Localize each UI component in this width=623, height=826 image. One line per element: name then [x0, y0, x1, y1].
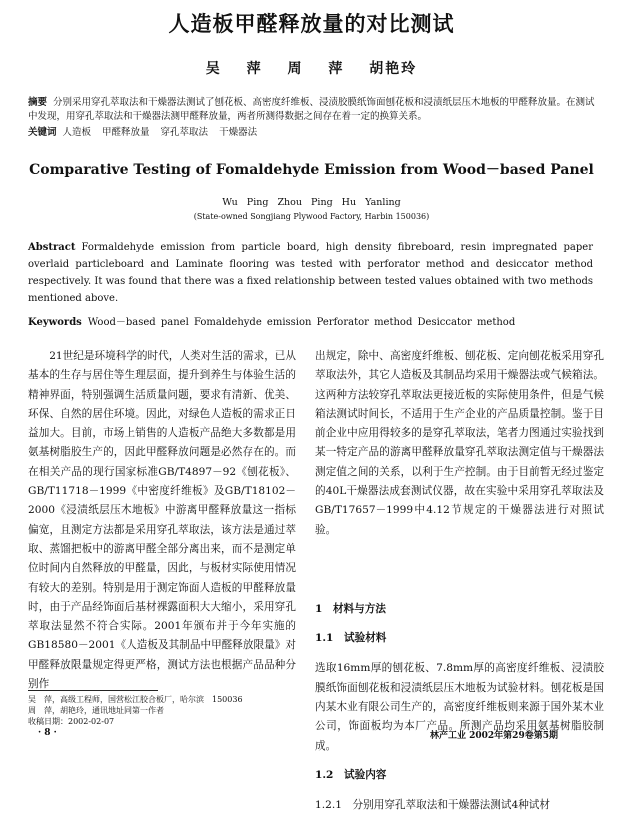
- footnote-divider: [28, 690, 158, 691]
- footnote-authors-2: 周 萍，胡艳玲，通讯地址同第一作者: [28, 706, 164, 715]
- keywords-cn-items: 人造板 甲醛释放量 穿孔萃取法 干燥器法: [62, 127, 258, 138]
- paper-title-en: Comparative Testing of Fomaldehyde Emission from Wood－based Panel: [29, 162, 594, 178]
- section-heading-1-2: 1.2 试验内容: [315, 769, 387, 782]
- intro-paragraph-left: 21世纪是环境科学的时代，人类对生活的需求，已从基本的生存与居住等生理层面，提升到养生与体验生活的精神界面，特别强调生活质量问题，要求有清新、优美、环保、自然的居住环境。因此，对绿色人造板的需求正日益加大。目前，市场上销售的人造板产品绝大多数都是用氨基树脂胶生产的，因此甲醛释放问题是必然存在的。而在相关产品的现行国家标准GB/T4897－92《刨花板》、GB/T11718－1999《中密度纤维板》及GB/T18102－2000《浸渍纸层压木地板》中游离甲醛释放量这一指标偏宽，且测定方法都是采用穿孔萃取法，该方法是通过萃取、蒸馏把板中的游离甲醛全部分离出来，而不是测定单位时间内自然释放的甲醛量，因此，与板材实际使用情况有较大的差别。特别是用于测定饰面人造板的甲醛释放量时，由于产品经饰面后基材裸露面积大大缩小，采用穿孔萃取法显然不符合实际。2001年颁布并于今年实施的GB18580－2001《人造板及其制品中甲醛释放限量》对甲醛释放限量规定得更严格，测试方法也根据产品品种分别作: [28, 350, 296, 691]
- paper-title-cn: 人造板甲醛释放量的对比测试: [168, 11, 455, 36]
- keywords-en-label: Keywords: [28, 317, 82, 328]
- authors-en: Wu Ping Zhou Ping Hu Yanling: [222, 197, 401, 208]
- authors-cn: 吴 萍 周 萍 胡艳玲: [205, 61, 418, 77]
- footnote-author-1: 吴 萍，高级工程师，国营松江胶合板厂，哈尔滨 150036: [28, 695, 243, 704]
- keywords-cn: [28, 126, 596, 140]
- body-right-column: [315, 347, 604, 540]
- abstract-cn-text: 分别采用穿孔萃取法和干燥器法测试了刨花板、高密度纤维板、浸渍胶膜纸饰面刨花板和浸渍纸层压木地板的甲醛释放量。在测试中发现，用穿孔萃取法和干燥器法测甲醛释放量，两者所测得数据之间存在着一定的换算关系。: [28, 97, 595, 122]
- section-heading-1-2-1: 1.2.1 分别用穿孔萃取法和干燥器法测试4种试材: [315, 799, 550, 812]
- keywords-en: [28, 315, 593, 330]
- journal-info: 林产工业 2002年第29卷第5期: [430, 731, 558, 741]
- abstract-en-text: Formaldehyde emission from particle board, high density fibreboard, resin impregnated paper overlaid particleboard and Laminate flooring was tested with perforator method and desiccator method respectively. It was found that there was a fixed relationship between tested values obtained with two methods mentioned above.: [28, 242, 593, 304]
- section-heading-1-1: 1.1 试验材料: [315, 632, 387, 645]
- section-heading-1: 1 材料与方法: [315, 602, 386, 615]
- materials-paragraph: 选取16mm厚的刨花板、7.8mm厚的高密度纤维板、浸渍胶膜纸饰面刨花板和浸渍纸层压木地板为试验材料。刨花板是国内某木业有限公司生产的，高密度纤维板则来源于国外某木业公司，饰面板均为本厂产品。所测产品均采用氨基树脂胶制成。: [315, 662, 604, 752]
- abstract-en: [28, 239, 593, 307]
- page-number: · 8 ·: [38, 728, 57, 738]
- abstract-en-label: Abstract: [28, 242, 76, 253]
- body-left-column: [28, 347, 296, 694]
- footnote-received-date: 收稿日期：2002-02-07: [28, 717, 115, 726]
- intro-paragraph-right: 出规定，除中、高密度纤维板、刨花板、定向刨花板采用穿孔萃取法外，其它人造板及其制品均采用干燥器法或气候箱法。这两种方法较穿孔萃取法更接近板的实际使用条件，但是气候箱法测试时间长，不适用于生产企业的产品质量控制。鉴于目前企业中应用得较多的是穿孔萃取法，笔者力图通过实验找到某一特定产品的游离甲醛释放量穿孔萃取法测定值与干燥器法测定值之间的关系，以利于生产控制。由于目前暂无经过鉴定的40L干燥器法成套测试仪器，故在实验中采用穿孔萃取法及GB/T17657－1999中4.12节规定的干燥器法进行对照试验。: [315, 350, 604, 536]
- keywords-cn-label: 关键词: [28, 127, 57, 138]
- methods-section: [315, 589, 604, 826]
- affiliation-en: (State-owned Songjiang Plywood Factory, Harbin 150036): [193, 212, 430, 221]
- abstract-cn: [28, 96, 596, 124]
- abstract-cn-label: 摘要: [28, 97, 48, 108]
- footnotes: [28, 694, 243, 727]
- keywords-en-items: Wood－based panel Fomaldehyde emission Perforator method Desiccator method: [87, 317, 516, 328]
